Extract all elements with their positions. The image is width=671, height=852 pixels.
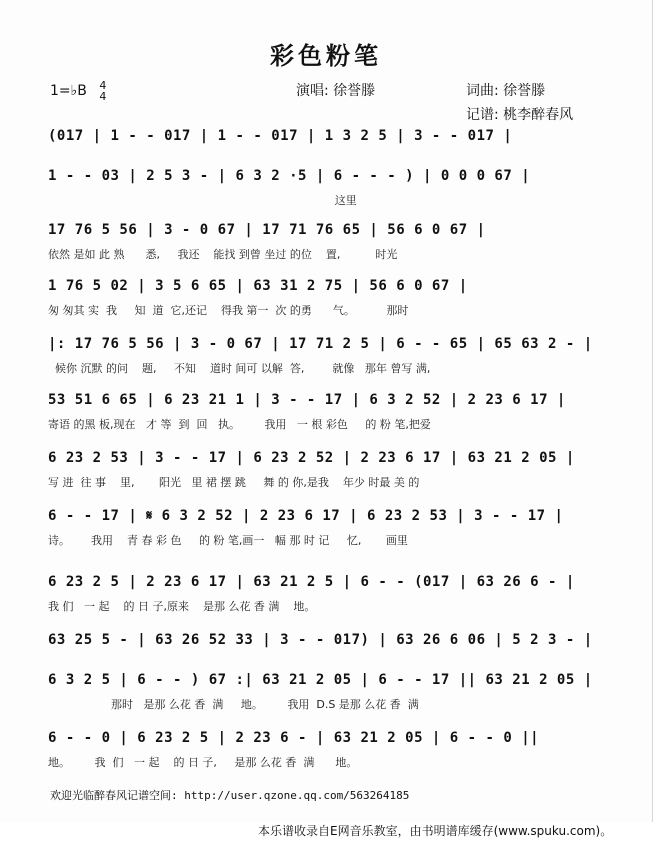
notation: 6 3 2 5 | 6 - - ) 67 :| 63 21 2 05 | 6 - - 17 || 63 21 2 05 | — [48, 672, 593, 688]
singer-credit: 演唱: 徐誉滕 — [296, 83, 376, 99]
time-signature — [99, 80, 106, 102]
lyric-line: 地。 我 们 一 起 的 日 子, 是那 么花 香 满 地。 — [48, 756, 358, 769]
lyric-line: 依然 是如 此 熟 悉, 我还 能找 到曾 坐过 的位 置, 时光 — [48, 248, 398, 261]
notation: 6 - - 17 | 𝄋 6 3 2 52 | 2 23 6 17 | 6 23 2 53 | 3 - - 17 | — [48, 508, 564, 524]
lyric-line: 匆 匆其 实 我 知 道 它,还记 得我 第一 次 的勇 气。 那时 — [48, 304, 409, 317]
lyric-line: 诗。 我用 青 春 彩 色 的 粉 笔,画一 幅 那 时 记 忆, 画里 — [48, 534, 408, 547]
notation: 6 23 2 53 | 3 - - 17 | 6 23 2 52 | 2 23 6 17 | 63 21 2 05 | — [48, 450, 575, 466]
lyric-line: 那时 是那 么花 香 满 地。 我用 D.S 是那 么花 香 满 — [48, 698, 419, 711]
source-credit: 本乐谱收录自E网音乐教室，由书明谱库缓存(www.spuku.com)。 — [258, 824, 613, 838]
notation: 1 - - 03 | 2 5 3 - | 6 3 2 ·5 | 6 - - - ) | 0 0 0 67 | — [48, 168, 531, 184]
composer-credit: 词曲: 徐誉滕 — [466, 83, 546, 99]
time-beats: 4 — [99, 79, 107, 92]
lyric-line: 我 们 一 起 的 日 子,原来 是那 么花 香 满 地。 — [48, 600, 316, 613]
lyric-line: 候你 沉默 的问 题, 不知 道时 间可 以解 答, 就像 那年 曾写 满, — [48, 362, 431, 375]
notation: 1 76 5 02 | 3 5 6 65 | 63 31 2 75 | 56 6 0 67 | — [48, 278, 468, 294]
lyric-line: 寄语 的黑 板,现在 才 等 到 回 执。 我用 一 根 彩色 的 粉 笔,把爱 — [48, 418, 431, 431]
lyric-line: 这里 — [48, 194, 357, 207]
key-tonic: 1=♭B — [50, 83, 87, 99]
lyric-line: 写 进 往 事 里, 阳光 里 裙 摆 跳 舞 的 你,是我 年少 时最 美 的 — [48, 476, 420, 489]
transcriber-credit: 记谱: 桃李醉春风 — [466, 107, 574, 123]
notation: 17 76 5 56 | 3 - 0 67 | 17 71 76 65 | 56 6 0 67 | — [48, 222, 486, 238]
notation: 6 - - 0 | 6 23 2 5 | 2 23 6 - | 63 21 2 05 | 6 - - 0 || — [48, 730, 540, 746]
time-unit: 4 — [99, 90, 107, 103]
notation: |: 17 76 5 56 | 3 - 0 67 | 17 71 2 5 | 6 - - 65 | 65 63 2 - | — [48, 336, 593, 352]
notation: 6 23 2 5 | 2 23 6 17 | 63 21 2 5 | 6 - - (017 | 63 26 6 - | — [48, 574, 575, 590]
notation: 63 25 5 - | 63 26 52 33 | 3 - - 017) | 63 26 6 06 | 5 2 3 - | — [48, 632, 593, 648]
footer-note: 欢迎光临醉春风记谱空间: http://user.qzone.qq.com/563264185 — [50, 789, 410, 802]
song-title: 彩色粉笔 — [270, 42, 382, 70]
key-signature — [50, 80, 106, 102]
notation: (017 | 1 - - 017 | 1 - - 017 | 1 3 2 5 | 3 - - 017 | — [48, 128, 513, 144]
notation: 53 51 6 65 | 6 23 21 1 | 3 - - 17 | 6 3 2 52 | 2 23 6 17 | — [48, 392, 566, 408]
